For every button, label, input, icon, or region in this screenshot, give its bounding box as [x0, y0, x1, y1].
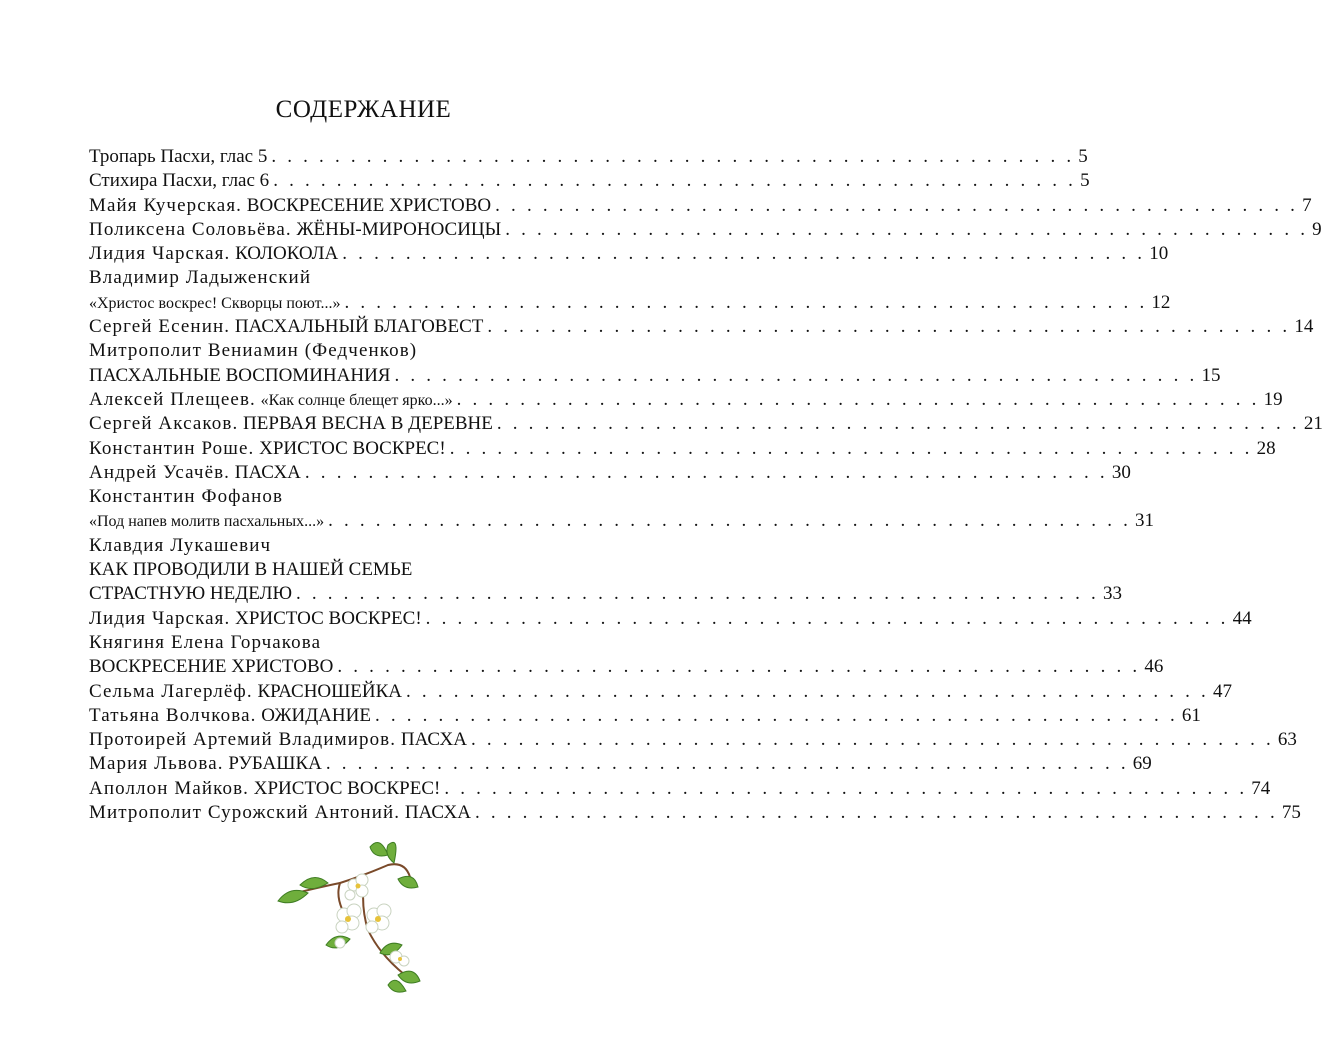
toc-entry[interactable]	[89, 607, 1252, 631]
dot-leader: . . . . . . . . . . . . . . . . . . . . . . . . . . . . . . . . . . . . . . . . . . . . . . . . . . .	[449, 437, 1253, 459]
toc-author: Андрей Усачёв.	[89, 461, 231, 483]
leaf-shape	[387, 842, 396, 863]
toc-work: ПЕРВАЯ ВЕСНА В ДЕРЕВНЕ	[243, 413, 493, 435]
toc-author: Сельма Лагерлёф.	[89, 680, 253, 702]
toc-author: Константин Роше.	[89, 437, 255, 459]
toc-work: ХРИСТОС ВОСКРЕС!	[253, 777, 441, 799]
toc-entry-text	[89, 777, 440, 801]
table-of-contents	[89, 145, 1323, 825]
toc-entry[interactable]	[89, 801, 1301, 825]
toc-author: Константин Фофанов	[89, 486, 284, 508]
dot-leader: . . . . . . . . . . . . . . . . . . . . . . . . . . . . . . . . . . . . . . . . . . . . . . . . . . .	[495, 194, 1299, 216]
dot-leader: . . . . . . . . . . . . . . . . . . . . . . . . . . . . . . . . . . . . . . . . . . . . . . . . . . .	[295, 583, 1099, 605]
toc-entry[interactable]	[89, 388, 1283, 412]
toc-work: КРАСНОШЕЙКА	[257, 680, 403, 702]
toc-author: Татьяна Волчкова.	[89, 704, 257, 726]
toc-author-line[interactable]	[89, 534, 639, 558]
toc-page-number: 14	[1294, 316, 1314, 338]
toc-entry[interactable]	[89, 461, 1131, 485]
stamen-dot	[398, 957, 402, 961]
toc-entry-text	[89, 704, 371, 728]
toc-page-number: 44	[1232, 607, 1252, 629]
toc-entry-text	[89, 412, 493, 436]
petal-shape	[366, 921, 378, 933]
dot-leader: . . . . . . . . . . . . . . . . . . . . . . . . . . . . . . . . . . . . . . . . . . . . . . . . . . .	[328, 510, 1132, 532]
toc-entry[interactable]	[89, 194, 1312, 218]
toc-author: Сергей Аксаков.	[89, 413, 239, 435]
dot-leader: . . . . . . . . . . . . . . . . . . . . . . . . . . . . . . . . . . . . . . . . . . . . . . . . . . .	[496, 413, 1300, 435]
toc-work: ПАСХА	[400, 729, 467, 751]
dot-leader: . . . . . . . . . . . . . . . . . . . . . . . . . . . . . . . . . . . . . . . . . . . . . . . . . . .	[271, 146, 1075, 167]
toc-author: Клавдия Лукашевич	[89, 534, 272, 556]
toc-author-line[interactable]	[89, 631, 639, 655]
petal-shape	[335, 938, 345, 948]
toc-entry[interactable]	[89, 655, 1164, 679]
toc-page-number: 63	[1277, 729, 1297, 751]
toc-work: ОЖИДАНИЕ	[261, 704, 371, 726]
dot-leader: . . . . . . . . . . . . . . . . . . . . . . . . . . . . . . . . . . . . . . . . . . . . . . . . . . .	[444, 777, 1248, 799]
toc-entry-text	[89, 194, 491, 218]
dot-leader: . . . . . . . . . . . . . . . . . . . . . . . . . . . . . . . . . . . . . . . . . . . . . . . . . . .	[456, 388, 1260, 410]
toc-author: Мария Львова.	[89, 753, 224, 775]
toc-work: Стихира Пасхи, глас 6	[89, 170, 270, 192]
toc-page-number: 33	[1102, 583, 1122, 605]
toc-entry[interactable]	[89, 728, 1297, 752]
toc-author: Митрополит Вениамин (Федченков)	[89, 340, 418, 362]
toc-work: ПАСХА	[404, 802, 471, 824]
dot-leader: . . . . . . . . . . . . . . . . . . . . . . . . . . . . . . . . . . . . . . . . . . . . . . . . . . .	[337, 656, 1141, 678]
dot-leader: . . . . . . . . . . . . . . . . . . . . . . . . . . . . . . . . . . . . . . . . . . . . . . . . . . .	[425, 607, 1229, 629]
toc-author-line[interactable]	[89, 485, 639, 509]
toc-page-number: 5	[1080, 170, 1090, 192]
toc-page-number: 5	[1078, 146, 1088, 167]
toc-author: Лидия Чарская.	[89, 243, 231, 265]
toc-work: КАК ПРОВОДИЛИ В НАШЕЙ СЕМЬЕ	[89, 559, 413, 581]
toc-author-line[interactable]	[89, 339, 639, 363]
toc-author: Владимир Ладыженский	[89, 267, 312, 289]
toc-page-number: 69	[1132, 753, 1152, 775]
leaf-shape	[370, 843, 388, 857]
toc-work: ВОСКРЕСЕНИЕ ХРИСТОВО	[246, 194, 492, 216]
dot-leader: . . . . . . . . . . . . . . . . . . . . . . . . . . . . . . . . . . . . . . . . . . . . . . . . . . .	[304, 461, 1108, 483]
toc-entry[interactable]	[89, 704, 1201, 728]
toc-page-number: 19	[1263, 388, 1283, 410]
toc-work: ПАСХАЛЬНЫЕ ВОСПОМИНАНИЯ	[89, 364, 391, 386]
toc-entry[interactable]	[89, 315, 1314, 339]
page-title: СОДЕРЖАНИЕ	[275, 96, 452, 123]
toc-work: ХРИСТОС ВОСКРЕС!	[235, 607, 422, 629]
petal-shape	[336, 921, 348, 933]
toc-page-number: 9	[1312, 218, 1322, 240]
dot-leader: . . . . . . . . . . . . . . . . . . . . . . . . . . . . . . . . . . . . . . . . . . . . . . . . . . .	[406, 680, 1209, 702]
toc-work: ПАСХА	[234, 461, 301, 483]
toc-author: Аполлон Майков.	[89, 777, 250, 799]
toc-entry-text	[89, 680, 402, 704]
toc-entry-text	[89, 607, 422, 631]
leaf-shape	[398, 876, 418, 888]
leaf-shape	[278, 890, 308, 902]
toc-entry[interactable]	[89, 437, 1276, 461]
toc-entry[interactable]	[89, 582, 1122, 606]
toc-work: ВОСКРЕСЕНИЕ ХРИСТОВО	[89, 656, 334, 678]
toc-entry-text	[89, 801, 471, 825]
toc-author: Поликсена Соловьёва.	[89, 218, 292, 240]
toc-page-number: 46	[1144, 656, 1164, 678]
toc-author: Алексей Плещеев.	[89, 388, 256, 410]
toc-work: «Под напев молитв пасхальных...»	[89, 513, 325, 531]
toc-entry-text	[89, 437, 446, 461]
toc-page-number: 31	[1135, 510, 1155, 532]
toc-entry[interactable]	[89, 218, 1322, 242]
toc-author: Лидия Чарская.	[89, 607, 231, 629]
toc-entry[interactable]	[89, 509, 1155, 533]
dot-leader: . . . . . . . . . . . . . . . . . . . . . . . . . . . . . . . . . . . . . . . . . . . . . . . . . . .	[344, 291, 1148, 313]
toc-entry-text	[89, 461, 301, 485]
toc-entry[interactable]	[89, 680, 1232, 704]
stamen-dot	[375, 916, 381, 922]
toc-page-number: 21	[1303, 413, 1323, 435]
toc-page-number: 47	[1212, 680, 1232, 702]
toc-entry-text	[89, 218, 501, 242]
blossom-branch-icon	[270, 835, 440, 1000]
dot-leader: . . . . . . . . . . . . . . . . . . . . . . . . . . . . . . . . . . . . . . . . . . . . . . . . . . .	[374, 704, 1178, 726]
toc-work: «Как солнце блещет ярко...»	[260, 391, 453, 409]
toc-entry[interactable]	[89, 752, 1152, 776]
toc-work: СТРАСТНУЮ НЕДЕЛЮ	[89, 583, 292, 605]
toc-entry[interactable]	[89, 291, 1171, 315]
toc-page-number: 61	[1181, 704, 1201, 726]
dot-leader: . . . . . . . . . . . . . . . . . . . . . . . . . . . . . . . . . . . . . . . . . . . . . . . . . . .	[325, 753, 1129, 775]
toc-entry[interactable]	[89, 364, 1221, 388]
branch-stem	[338, 883, 342, 909]
dot-leader: . . . . . . . . . . . . . . . . . . . . . . . . . . . . . . . . . . . . . . . . . . . . . . . . . . .	[474, 802, 1278, 824]
toc-work: ЖЁНЫ-МИРОНОСИЦЫ	[296, 218, 502, 240]
toc-entry[interactable]	[89, 777, 1271, 801]
toc-page-number: 7	[1302, 194, 1312, 216]
toc-entry[interactable]	[89, 242, 1169, 266]
stamen-dot	[345, 916, 351, 922]
leaf-shape	[398, 971, 420, 983]
toc-entry-text	[89, 388, 453, 413]
toc-author-line[interactable]	[89, 266, 639, 290]
toc-page-number: 15	[1201, 364, 1221, 386]
dot-leader: . . . . . . . . . . . . . . . . . . . . . . . . . . . . . . . . . . . . . . . . . . . . . . . . . . .	[470, 729, 1274, 751]
toc-work: «Христос воскрес! Скворцы поют...»	[89, 294, 341, 312]
toc-work: РУБАШКА	[228, 753, 322, 775]
stamen-dot	[356, 884, 361, 889]
toc-author: Сергей Есенин.	[89, 316, 231, 338]
toc-author: Княгиня Елена Горчакова	[89, 631, 322, 653]
dot-leader: . . . . . . . . . . . . . . . . . . . . . . . . . . . . . . . . . . . . . . . . . . . . . . . . . . .	[394, 364, 1198, 386]
toc-entry-text	[89, 315, 483, 339]
toc-work: ХРИСТОС ВОСКРЕС!	[259, 437, 446, 459]
toc-work-line[interactable]	[89, 558, 639, 582]
toc-page-number: 75	[1281, 802, 1301, 824]
toc-work: КОЛОКОЛА	[235, 243, 339, 265]
toc-author: Майя Кучерская.	[89, 194, 243, 216]
dot-leader: . . . . . . . . . . . . . . . . . . . . . . . . . . . . . . . . . . . . . . . . . . . . . . . . . . .	[505, 218, 1309, 240]
dot-leader: . . . . . . . . . . . . . . . . . . . . . . . . . . . . . . . . . . . . . . . . . . . . . . . . . . .	[487, 316, 1291, 338]
toc-entry[interactable]	[89, 145, 1088, 169]
toc-work: Тропарь Пасхи, глас 5	[89, 146, 268, 167]
toc-page-number: 30	[1111, 461, 1131, 483]
toc-author: Протоирей Артемий Владимиров.	[89, 729, 397, 751]
toc-entry-text	[89, 728, 467, 752]
toc-page-number: 10	[1149, 243, 1169, 265]
toc-page-number: 28	[1256, 437, 1276, 459]
dot-leader: . . . . . . . . . . . . . . . . . . . . . . . . . . . . . . . . . . . . . . . . . . . . . . . . . . .	[273, 170, 1077, 192]
petal-shape	[345, 890, 355, 900]
toc-page-number: 12	[1151, 291, 1171, 313]
toc-page-number: 74	[1251, 777, 1271, 799]
toc-entry-text	[89, 242, 338, 266]
toc-work: ПАСХАЛЬНЫЙ БЛАГОВЕСТ	[234, 316, 484, 338]
toc-entry-text	[89, 752, 322, 776]
toc-entry[interactable]	[89, 169, 1090, 193]
dot-leader: . . . . . . . . . . . . . . . . . . . . . . . . . . . . . . . . . . . . . . . . . . . . . . . . . . .	[342, 243, 1146, 265]
leaf-shape	[388, 980, 406, 992]
toc-author: Митрополит Сурожский Антоний.	[89, 802, 401, 824]
toc-entry[interactable]	[89, 412, 1323, 436]
